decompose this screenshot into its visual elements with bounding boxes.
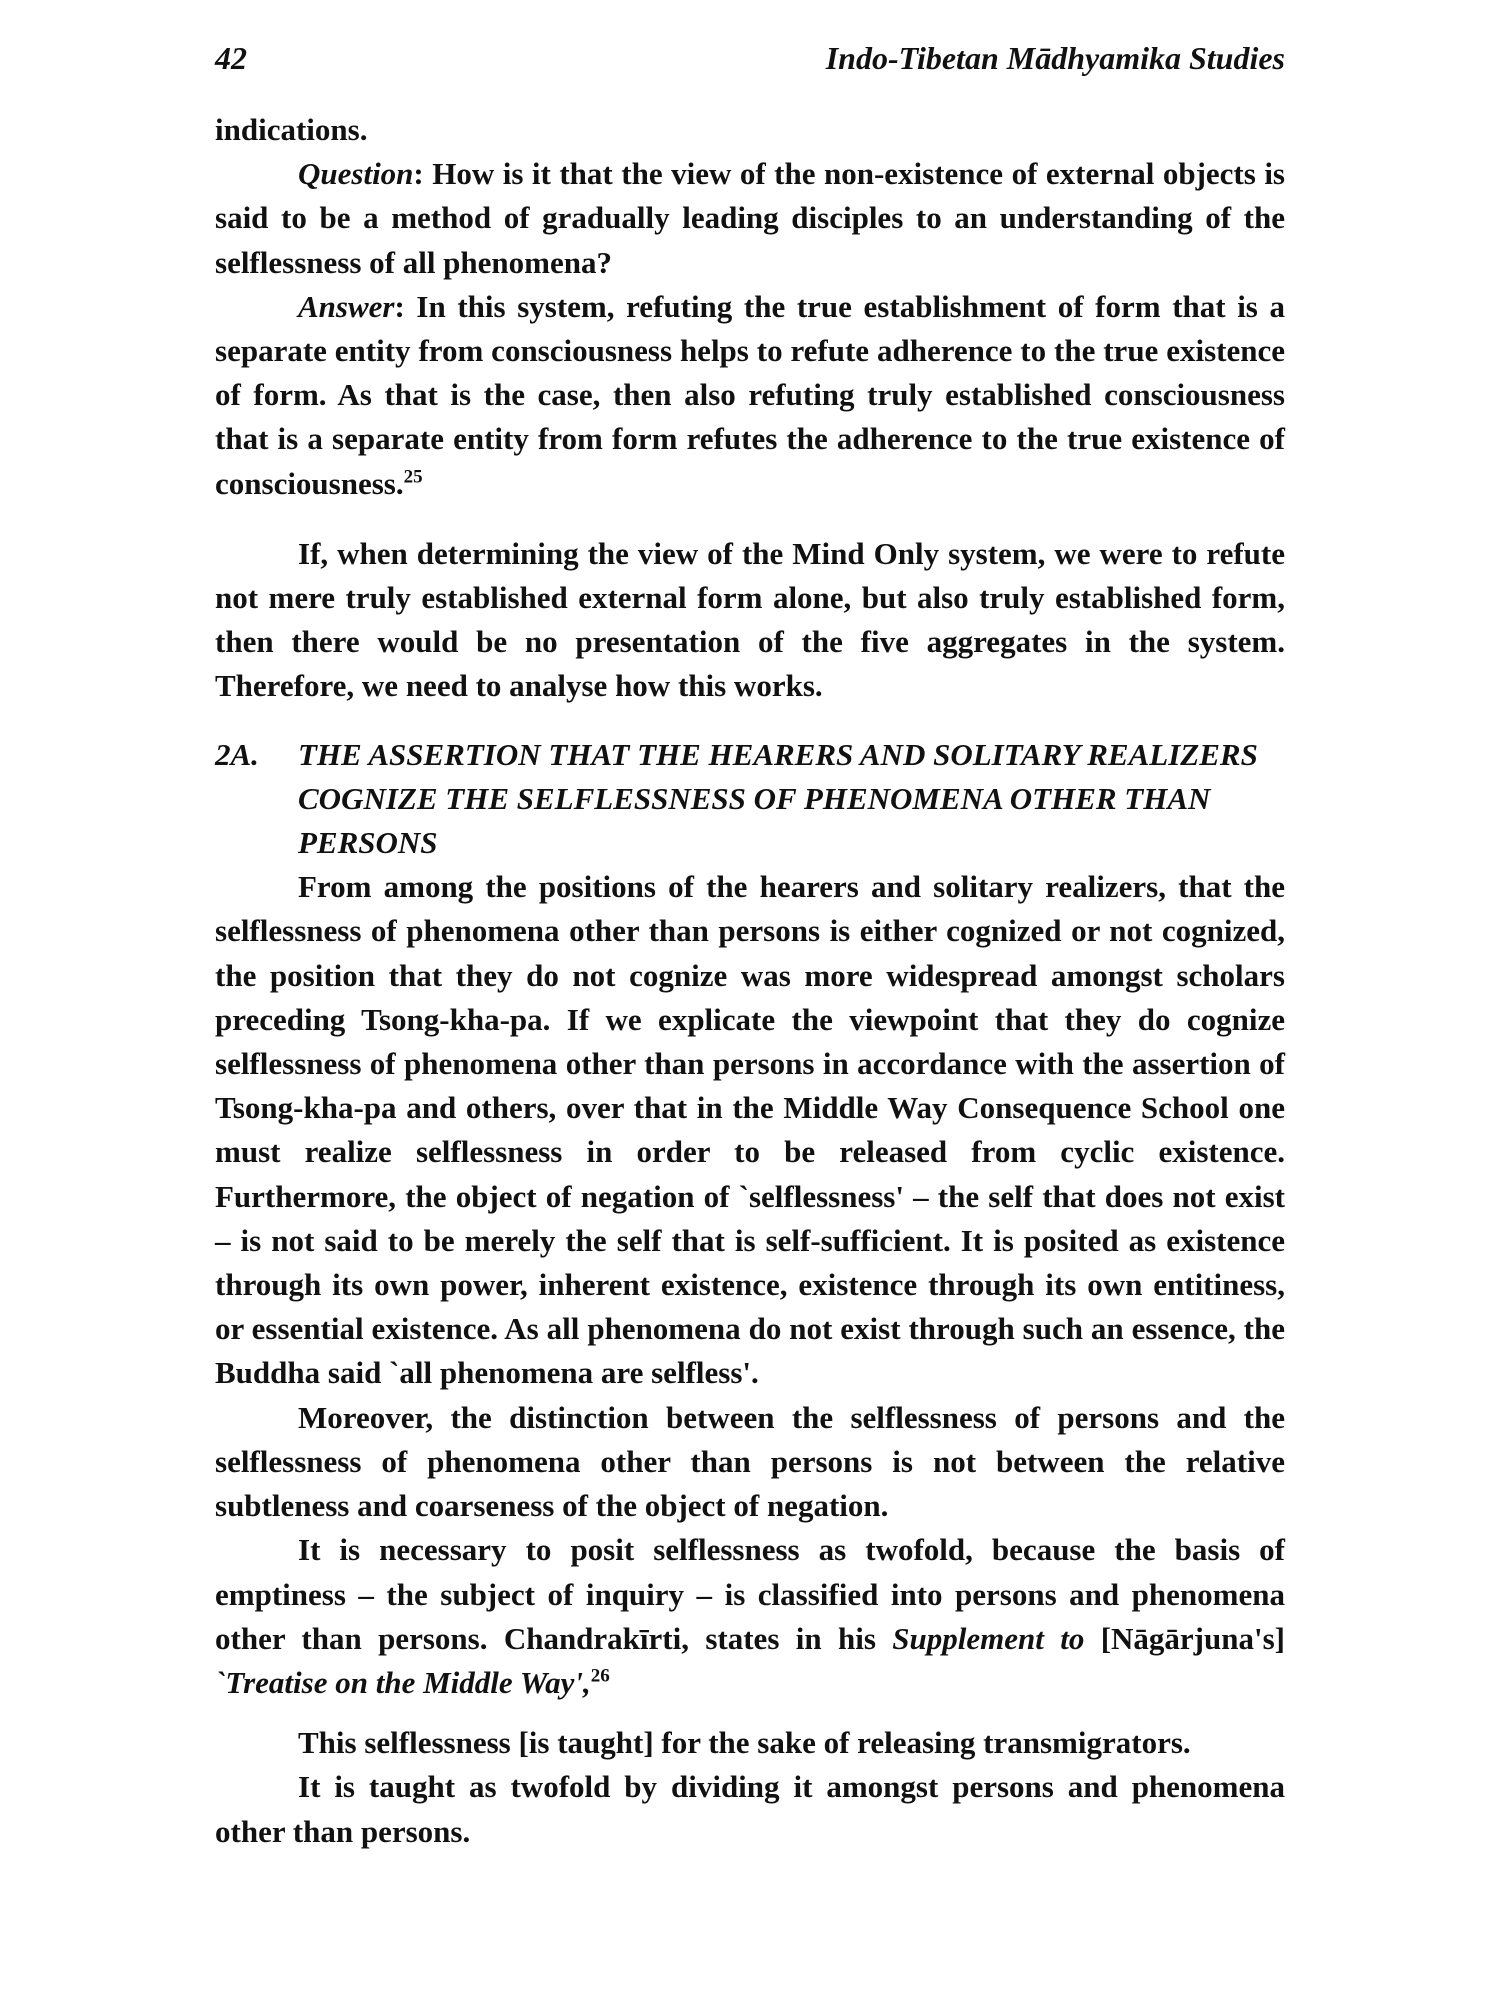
verse-line-2: It is taught as twofold by dividing it amongst persons and phenomena other than persons. xyxy=(215,1769,1285,1849)
citation-treatise: `Treatise on the Middle Way', xyxy=(215,1664,591,1700)
paragraph-question xyxy=(215,152,1285,285)
verse-line-1: This selflessness [is taught] for the sake of releasing transmigrators. xyxy=(298,1725,1191,1761)
paragraph-mind-only: If, when determining the view of the Mind Only system, we were to refute not mere truly established external form alone, but also truly established form, then there would be no presentation of the five aggregates in the system. Therefore, we need to analyse how this works. xyxy=(215,535,1285,704)
page-number: 42 xyxy=(215,40,247,76)
paragraph-distinction: Moreover, the distinction between the selflessness of persons and the selflessness of phenomena other than persons is not between the relative subtleness and coarseness of the object of negation. xyxy=(215,1399,1285,1524)
twofold-text: It is necessary to posit selflessness as twofold, because the basis of emptiness – the subject of inquiry – is classified into persons and phenomena other than persons. Chandrakīrti, states in his xyxy=(215,1532,1285,1656)
question-label: Question xyxy=(298,156,414,192)
citation-nagarjuna: [Nāgārjuna's] xyxy=(1084,1620,1285,1656)
paragraph-positions: From among the positions of the hearers and solitary realizers, that the selflessness of phenomena other than persons is either cognized or not cognized, the position that they do not cognize was more widespread amongst scholars preceding Tsong-kha-pa. If we explicate the viewpoint that they do cognize selflessness of phenomena other than persons in accordance with the assertion of Tsong-kha-pa and others, over that in the Middle Way Consequence School one must realize selflessness in order to be released from cyclic existence. Furthermore, the object of negation of `selflessness' – the self that does not exist – is not said to be merely the self that is self-sufficient. It is posited as existence through its own power, inherent existence, existence through its own entitiness, or essential existence. As all phenomena do not exist through such an essence, the Buddha said `all phenomena are selfless'. xyxy=(215,869,1285,1391)
footnote-ref-25: 25 xyxy=(403,466,423,488)
answer-label: Answer xyxy=(298,288,395,324)
question-text: : How is it that the view of the non-existence of external objects is said to be a method of gradually leading disciples to an understanding of the selflessness of all phenomena? xyxy=(215,156,1285,280)
paragraph-twofold xyxy=(215,1528,1285,1705)
page-body xyxy=(215,108,1285,1854)
section-title: THE ASSERTION THAT THE HEARERS AND SOLITARY REALIZERS COGNIZE THE SELFLESSNESS OF PHENOMENA OTHER THAN PERSONS xyxy=(298,736,1258,861)
footnote-ref-26: 26 xyxy=(590,1665,610,1687)
answer-text: : In this system, refuting the true establishment of form that is a separate entity from consciousness helps to refute adherence to the true existence of form. As that is the case, then also refuting truly established consciousness that is a separate entity from form refutes the adherence to the true existence of consciousness. xyxy=(215,288,1285,501)
page-header xyxy=(215,40,1285,77)
paragraph-answer xyxy=(215,285,1285,506)
section-heading xyxy=(215,733,1285,866)
section-number: 2A. xyxy=(215,736,259,772)
running-title: Indo-Tibetan Mādhyamika Studies xyxy=(825,40,1285,76)
citation-supplement: Supplement to xyxy=(892,1620,1085,1656)
paragraph-continuation: indications. xyxy=(215,112,368,147)
